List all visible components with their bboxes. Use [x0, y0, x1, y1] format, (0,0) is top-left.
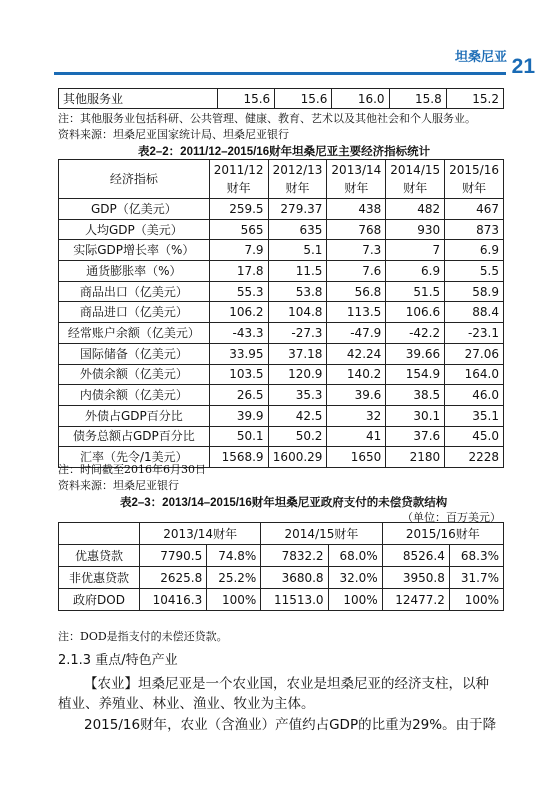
- cell: 51.5: [386, 281, 445, 302]
- cell: 103.5: [209, 364, 268, 385]
- cell: -47.9: [327, 323, 386, 344]
- cell: 7.3: [327, 240, 386, 261]
- cell: 259.5: [209, 199, 268, 220]
- cell: 438: [327, 199, 386, 220]
- cell: 38.5: [386, 385, 445, 406]
- cell: 100%: [449, 589, 503, 611]
- corner-cell: [59, 523, 140, 545]
- cell: 467: [445, 199, 504, 220]
- cell: 15.8: [389, 89, 446, 109]
- table-row: [59, 302, 504, 323]
- cell: 930: [386, 219, 445, 240]
- cell: 26.5: [209, 385, 268, 406]
- year-header: 2013/14财年: [140, 523, 261, 545]
- table-row: [59, 343, 504, 364]
- cell: 1650: [327, 447, 386, 468]
- cell: -23.1: [445, 323, 504, 344]
- cell: 6.9: [445, 240, 504, 261]
- row-label: 国际储备（亿美元）: [59, 343, 210, 364]
- table-note: 注：DOD是指支付的未偿还贷款。: [58, 630, 228, 643]
- year-header: 2014/15 财年: [386, 160, 445, 199]
- table-note: 注：其他服务业包括科研、公共管理、健康、教育、艺术以及其他社会和个人服务业。: [58, 112, 476, 125]
- cell: 279.37: [268, 199, 327, 220]
- cell: 35.3: [268, 385, 327, 406]
- cell: 7: [386, 240, 445, 261]
- paragraph-line: 植业、养殖业、林业、渔业、牧业为主体。: [58, 696, 315, 712]
- cell: 11513.0: [261, 589, 328, 611]
- cell: 50.1: [209, 426, 268, 447]
- cell: 106.6: [386, 302, 445, 323]
- cell: 68.0%: [328, 545, 382, 567]
- table-row: [59, 281, 504, 302]
- cell: 10416.3: [140, 589, 207, 611]
- year-header: 2013/14 财年: [327, 160, 386, 199]
- row-label: 非优惠贷款: [59, 567, 140, 589]
- table-row: [59, 589, 504, 611]
- cell: 1568.9: [209, 447, 268, 468]
- cell: 154.9: [386, 364, 445, 385]
- cell: 113.5: [327, 302, 386, 323]
- table-row: [59, 89, 504, 109]
- section-heading: 2.1.3 重点/特色产业: [58, 653, 178, 668]
- table-row: [59, 261, 504, 282]
- header-rule: [54, 72, 506, 75]
- cell: 88.4: [445, 302, 504, 323]
- cell: -42.2: [386, 323, 445, 344]
- cell: 33.95: [209, 343, 268, 364]
- year-header: 2015/16财年: [382, 523, 503, 545]
- table-note: 注：时间截至2016年6月30日: [58, 463, 206, 476]
- cell: 31.7%: [449, 567, 503, 589]
- table-caption: 表2–3：2013/14–2015/16财年坦桑尼亚政府支付的未偿贷款结构: [120, 497, 448, 509]
- cell: 11.5: [268, 261, 327, 282]
- cell: 37.18: [268, 343, 327, 364]
- cell: 2228: [445, 447, 504, 468]
- table-header-row: [59, 523, 504, 545]
- cell: 482: [386, 199, 445, 220]
- cell: 8526.4: [382, 545, 449, 567]
- row-label: 外债余额（亿美元）: [59, 364, 210, 385]
- table-body: [59, 545, 504, 611]
- cell: 58.9: [445, 281, 504, 302]
- cell: 2625.8: [140, 567, 207, 589]
- cell: 35.1: [445, 405, 504, 426]
- cell: 37.6: [386, 426, 445, 447]
- column-header: 经济指标: [59, 160, 210, 199]
- row-label: 汇率（先令/1美元）: [59, 447, 210, 468]
- cell: 7.9: [209, 240, 268, 261]
- cell: 106.2: [209, 302, 268, 323]
- row-label: 政府DOD: [59, 589, 140, 611]
- cell: 5.5: [445, 261, 504, 282]
- table-row: [59, 364, 504, 385]
- cell: 7790.5: [140, 545, 207, 567]
- year-header: 2012/13 财年: [268, 160, 327, 199]
- cell: 42.5: [268, 405, 327, 426]
- economic-indicators-table: [58, 159, 504, 468]
- cell: 15.6: [275, 89, 332, 109]
- cell: 565: [209, 219, 268, 240]
- cell: 25.2%: [207, 567, 261, 589]
- cell: 41: [327, 426, 386, 447]
- cell: 39.9: [209, 405, 268, 426]
- cell: 6.9: [386, 261, 445, 282]
- cell: 17.8: [209, 261, 268, 282]
- row-label: 经常账户余额（亿美元）: [59, 323, 210, 344]
- table-header-row: [59, 160, 504, 199]
- row-label: 商品进口（亿美元）: [59, 302, 210, 323]
- table-source: 资料来源：坦桑尼亚银行: [58, 479, 179, 492]
- cell: 120.9: [268, 364, 327, 385]
- table-row: [59, 567, 504, 589]
- table-body: [59, 199, 504, 468]
- row-label: 其他服务业: [59, 89, 218, 109]
- year-header: 2011/12 财年: [209, 160, 268, 199]
- cell: 16.0: [332, 89, 389, 109]
- table-row: [59, 545, 504, 567]
- prev-table: [58, 88, 504, 109]
- cell: 46.0: [445, 385, 504, 406]
- cell: 3950.8: [382, 567, 449, 589]
- cell: 15.2: [446, 89, 503, 109]
- row-label: GDP（亿美元）: [59, 199, 210, 220]
- table-row: [59, 219, 504, 240]
- table-source: 资料来源：坦桑尼亚国家统计局、坦桑尼亚银行: [58, 128, 289, 141]
- year-header: 2015/16 财年: [445, 160, 504, 199]
- cell: 635: [268, 219, 327, 240]
- cell: 164.0: [445, 364, 504, 385]
- table-row: [59, 199, 504, 220]
- cell: 7832.2: [261, 545, 328, 567]
- table-row: [59, 405, 504, 426]
- cell: 42.24: [327, 343, 386, 364]
- cell: 32: [327, 405, 386, 426]
- cell: 1600.29: [268, 447, 327, 468]
- page-number: 21: [511, 55, 535, 78]
- cell: 45.0: [445, 426, 504, 447]
- cell: 55.3: [209, 281, 268, 302]
- cell: 2180: [386, 447, 445, 468]
- cell: 56.8: [327, 281, 386, 302]
- row-label: 外债占GDP百分比: [59, 405, 210, 426]
- row-label: 人均GDP（美元）: [59, 219, 210, 240]
- cell: 74.8%: [207, 545, 261, 567]
- table-row: [59, 385, 504, 406]
- cell: 15.6: [218, 89, 275, 109]
- cell: 5.1: [268, 240, 327, 261]
- table-caption: 表2–2：2011/12–2015/16财年坦桑尼亚主要经济指标统计: [138, 146, 431, 158]
- cell: -43.3: [209, 323, 268, 344]
- cell: 768: [327, 219, 386, 240]
- row-label: 债务总额占GDP百分比: [59, 426, 210, 447]
- row-label: 内债余额（亿美元）: [59, 385, 210, 406]
- cell: 27.06: [445, 343, 504, 364]
- table-row: [59, 240, 504, 261]
- table-row: [59, 323, 504, 344]
- row-label: 优惠贷款: [59, 545, 140, 567]
- running-header-title: 坦桑尼亚: [454, 50, 507, 65]
- year-header: 2014/15财年: [261, 523, 382, 545]
- cell: 12477.2: [382, 589, 449, 611]
- cell: 30.1: [386, 405, 445, 426]
- row-label: 实际GDP增长率（%）: [59, 240, 210, 261]
- row-label: 商品出口（亿美元）: [59, 281, 210, 302]
- table-unit: （单位：百万美元）: [402, 511, 501, 524]
- cell: -27.3: [268, 323, 327, 344]
- cell: 7.6: [327, 261, 386, 282]
- cell: 32.0%: [328, 567, 382, 589]
- cell: 39.6: [327, 385, 386, 406]
- cell: 53.8: [268, 281, 327, 302]
- cell: 3680.8: [261, 567, 328, 589]
- row-label: 通货膨胀率（%）: [59, 261, 210, 282]
- cell: 50.2: [268, 426, 327, 447]
- loan-structure-table: [58, 522, 504, 611]
- cell: 68.3%: [449, 545, 503, 567]
- paragraph-line: 【农业】坦桑尼亚是一个农业国，农业是坦桑尼亚的经济支柱，以种: [84, 676, 489, 692]
- cell: 100%: [207, 589, 261, 611]
- cell: 104.8: [268, 302, 327, 323]
- table-row: [59, 426, 504, 447]
- cell: 140.2: [327, 364, 386, 385]
- paragraph-line: 2015/16财年，农业（含渔业）产值约占GDP的比重为29%。由于降: [84, 717, 497, 733]
- cell: 100%: [328, 589, 382, 611]
- cell: 39.66: [386, 343, 445, 364]
- cell: 873: [445, 219, 504, 240]
